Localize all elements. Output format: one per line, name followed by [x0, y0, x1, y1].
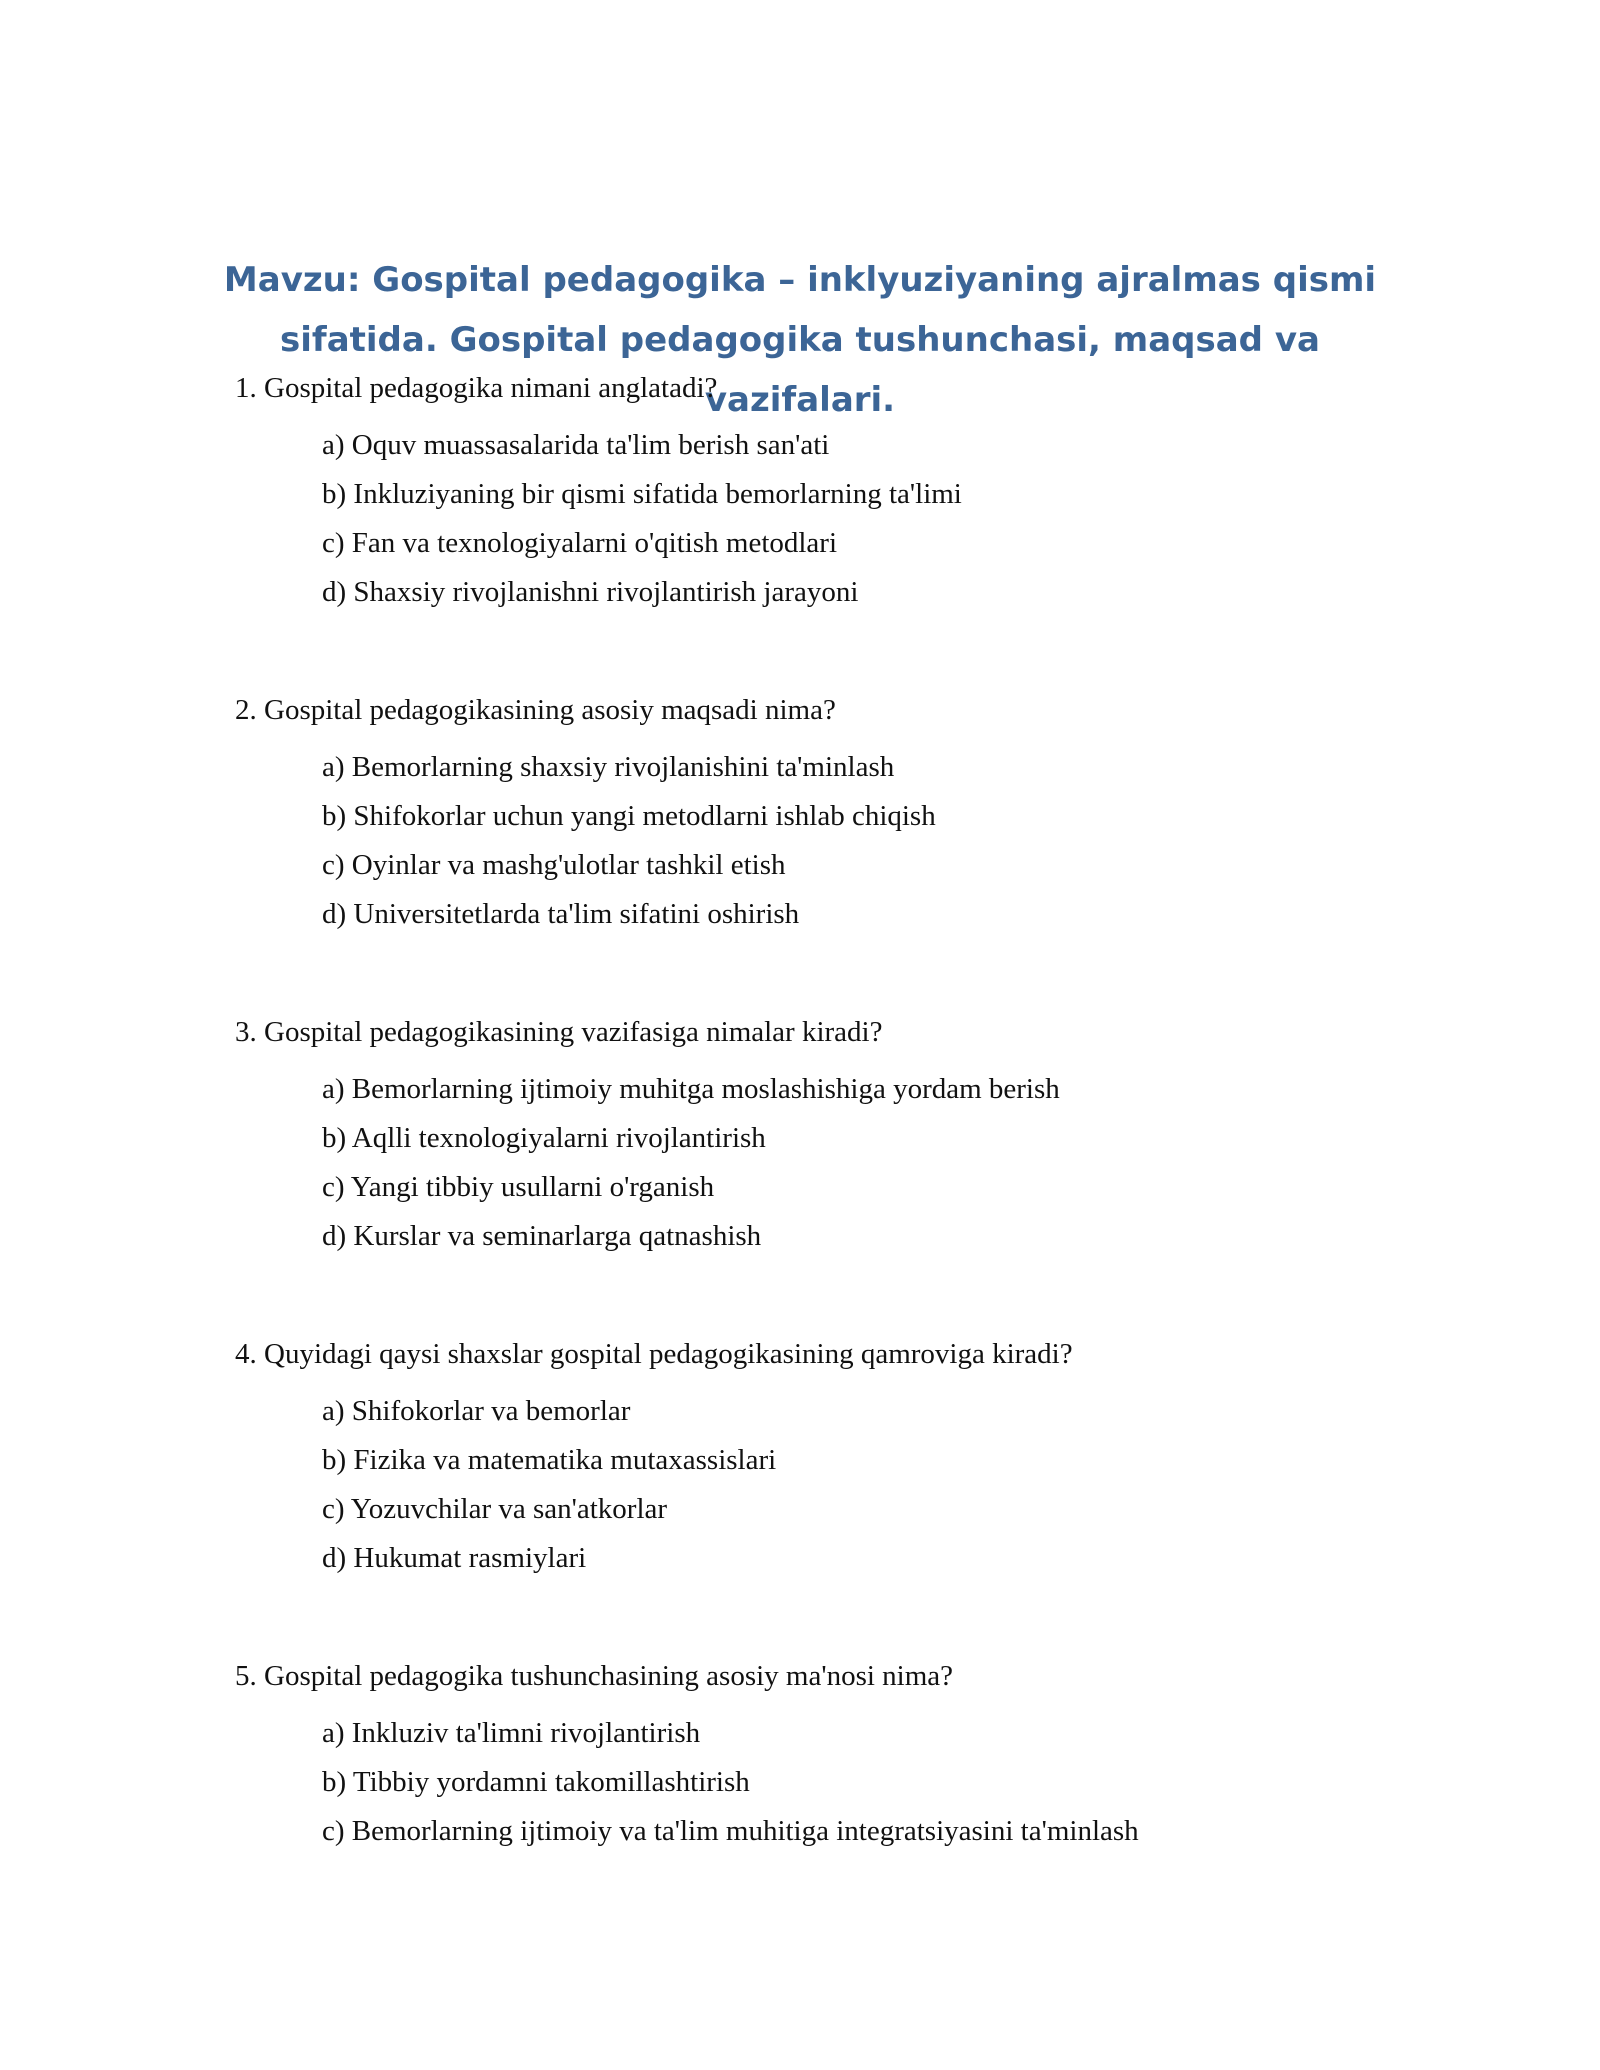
- question-3: 3. Gospital pedagogikasining vazifasiga nimalar kiradi?: [235, 1016, 883, 1048]
- question-4-option-d: d) Hukumat rasmiylari: [322, 1542, 587, 1574]
- question-3-option-c: c) Yangi tibbiy usullarni o'rganish: [322, 1171, 715, 1203]
- question-2: 2. Gospital pedagogikasining asosiy maqsadi nima?: [235, 694, 836, 726]
- question-1-option-c: c) Fan va texnologiyalarni o'qitish metodlari: [322, 527, 838, 559]
- document-title-line-2: sifatida. Gospital pedagogika tushunchasi, maqsad va vazifalari.: [280, 320, 1320, 420]
- question-4-option-c: c) Yozuvchilar va san'atkorlar: [322, 1493, 668, 1525]
- question-1-option-b: b) Inkluziyaning bir qismi sifatida bemorlarning ta'limi: [322, 478, 962, 510]
- question-5-option-b: b) Tibbiy yordamni takomillashtirish: [322, 1766, 750, 1798]
- question-2-option-a: a) Bemorlarning shaxsiy rivojlanishini ta'minlash: [322, 751, 895, 783]
- question-3-option-b: b) Aqlli texnologiyalarni rivojlantirish: [322, 1122, 766, 1154]
- question-4: 4. Quyidagi qaysi shaxslar gospital pedagogikasining qamroviga kiradi?: [235, 1338, 1073, 1370]
- question-5-option-c: c) Bemorlarning ijtimoiy va ta'lim muhitiga integratsiyasini ta'minlash: [322, 1815, 1139, 1847]
- question-4-option-a: a) Shifokorlar va bemorlar: [322, 1395, 631, 1427]
- question-1: 1. Gospital pedagogika nimani anglatadi?: [235, 372, 718, 404]
- question-2-option-c: c) Oyinlar va mashg'ulotlar tashkil etish: [322, 849, 786, 881]
- question-4-option-b: b) Fizika va matematika mutaxassislari: [322, 1444, 777, 1476]
- question-2-option-b: b) Shifokorlar uchun yangi metodlarni ishlab chiqish: [322, 800, 936, 832]
- question-5-option-a: a) Inkluziv ta'limni rivojlantirish: [322, 1717, 701, 1749]
- question-3-option-d: d) Kurslar va seminarlarga qatnashish: [322, 1220, 762, 1252]
- question-5: 5. Gospital pedagogika tushunchasining asosiy ma'nosi nima?: [235, 1660, 954, 1692]
- document-title-line-1: Mavzu: Gospital pedagogika – inklyuziyaning ajralmas qismi: [223, 260, 1377, 300]
- question-3-option-a: a) Bemorlarning ijtimoiy muhitga moslashishiga yordam berish: [322, 1073, 1060, 1105]
- question-1-option-a: a) Oquv muassasalarida ta'lim berish san'ati: [322, 429, 830, 461]
- question-2-option-d: d) Universitetlarda ta'lim sifatini oshirish: [322, 898, 800, 930]
- question-1-option-d: d) Shaxsiy rivojlanishni rivojlantirish jarayoni: [322, 576, 859, 608]
